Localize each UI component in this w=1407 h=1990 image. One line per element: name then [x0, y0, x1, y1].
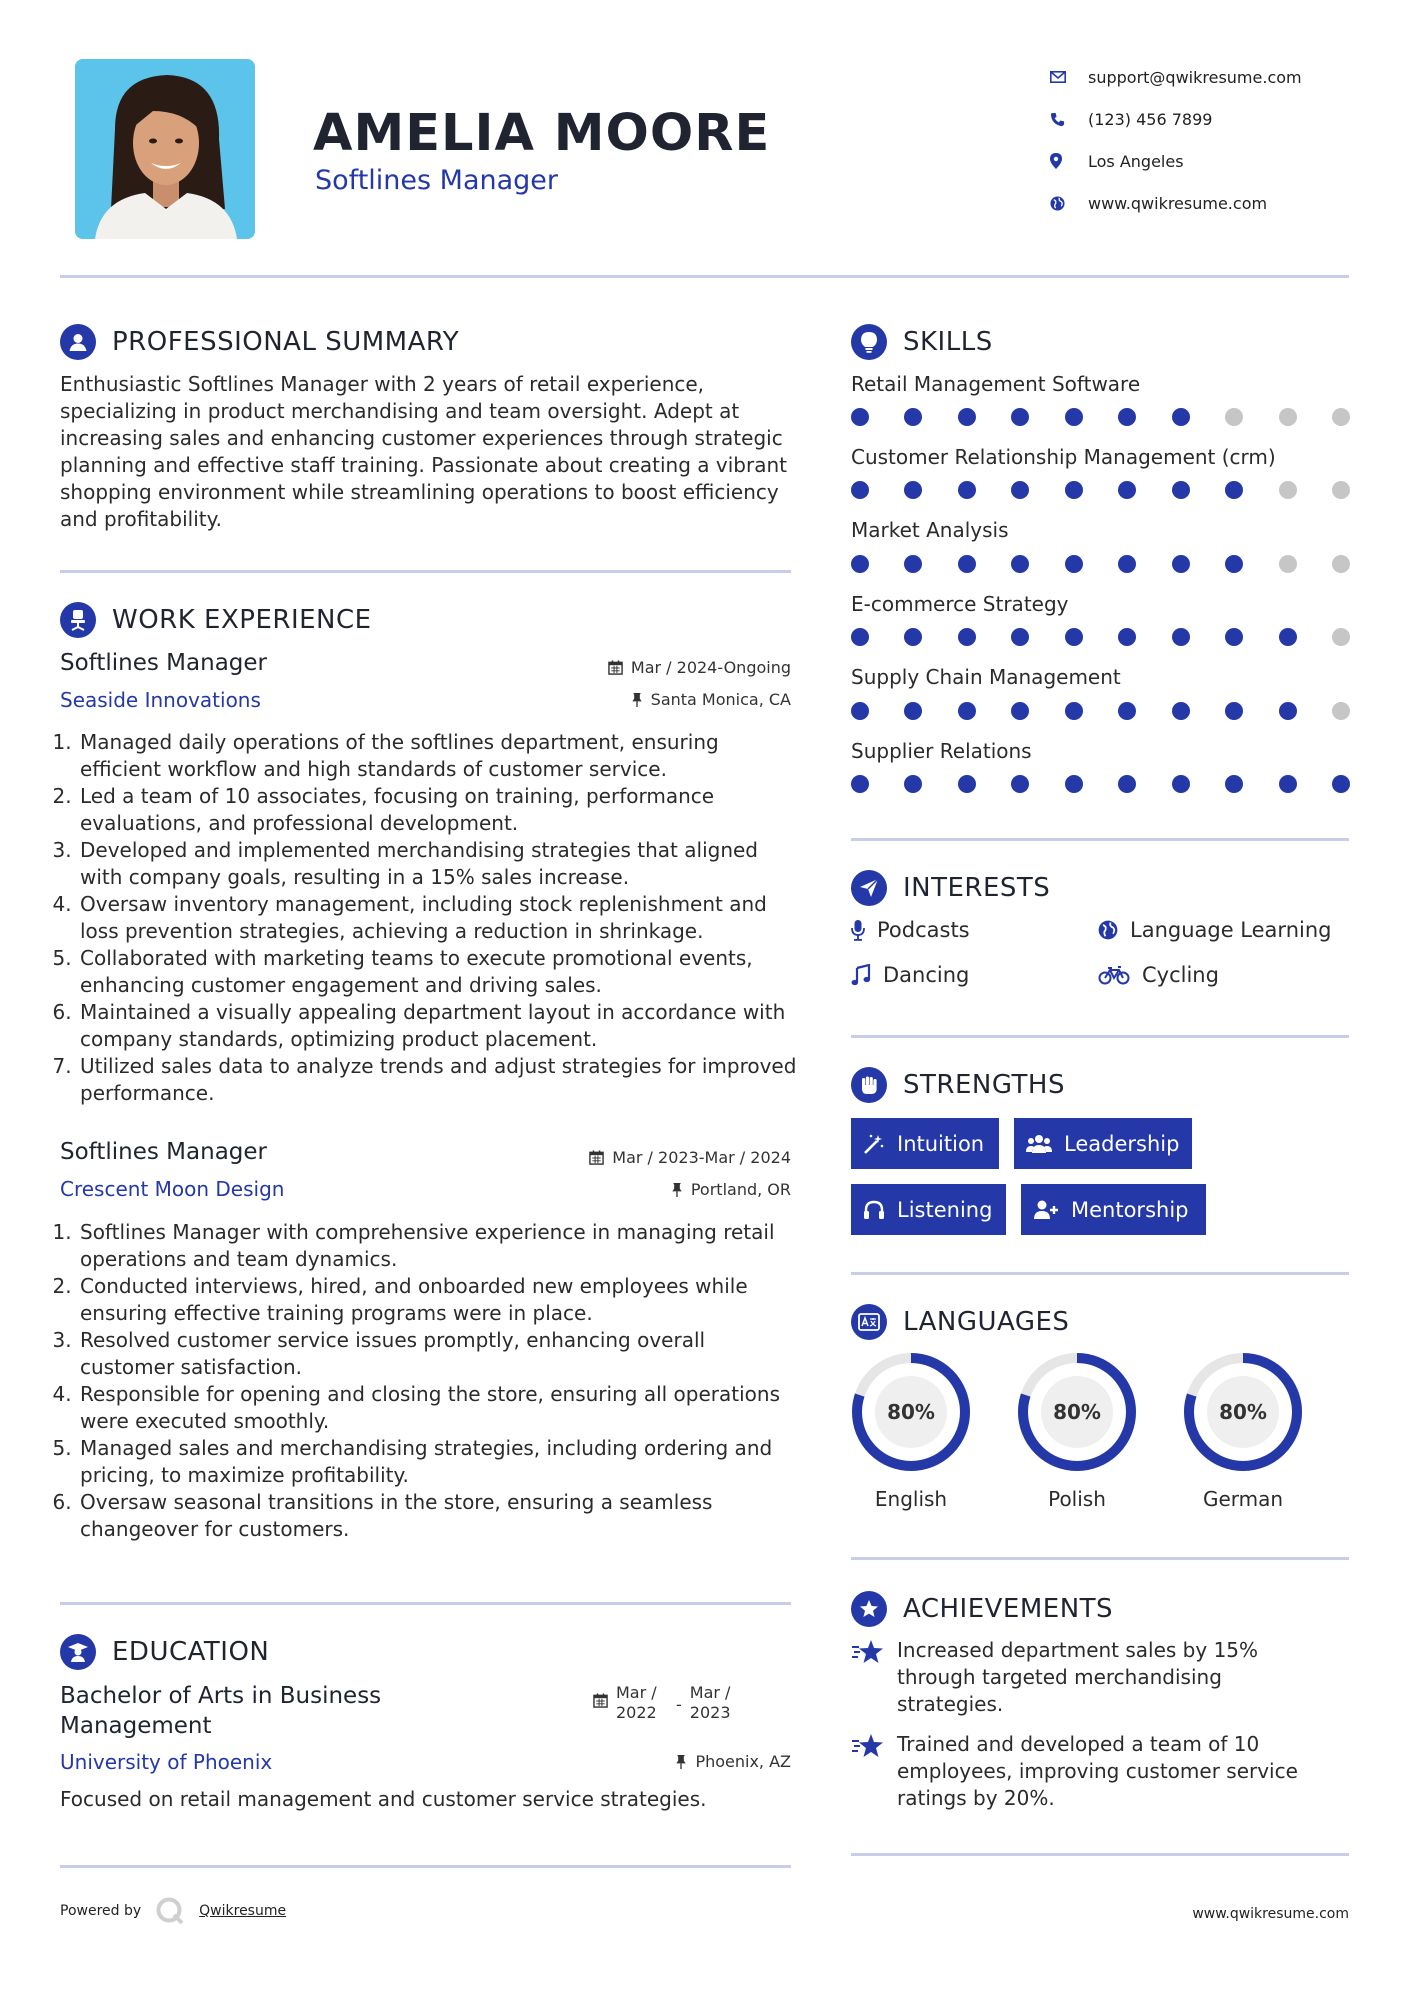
skill-3-name: Market Analysis: [851, 518, 1009, 542]
pushpin-icon: [675, 1754, 687, 1769]
summary-section-header: [60, 324, 459, 360]
education-school: University of Phoenix: [60, 1750, 273, 1774]
achievements-divider: [851, 1853, 1349, 1856]
interest-language-learning: [1098, 918, 1331, 942]
skill-dot-filled: [904, 628, 922, 646]
star-badge-icon: [851, 1591, 887, 1627]
skills-title: SKILLS: [903, 327, 993, 357]
job-1-title: Softlines Manager: [60, 650, 267, 676]
achievement-text: Increased department sales by 15% through targeted merchandising strategies.: [897, 1638, 1259, 1716]
map-marker-icon: [1050, 153, 1088, 169]
skill-2-name: Customer Relationship Management (crm): [851, 445, 1276, 469]
interest-label: Cycling: [1142, 963, 1219, 987]
interest-cycling: [1098, 963, 1219, 987]
skill-dot-filled: [1225, 555, 1243, 573]
achievement-item: [851, 1637, 1317, 1718]
music-note-icon: [851, 964, 871, 986]
education-date-end: Mar / 2023: [689, 1683, 731, 1722]
job-2-duty: 3. Resolved customer service issues promptly, enhancing overall customer satisfaction.: [78, 1327, 800, 1381]
strengths-title: STRENGTHS: [903, 1070, 1065, 1100]
summary-title: PROFESSIONAL SUMMARY: [112, 327, 460, 357]
star-burst-icon: [851, 1639, 885, 1665]
skill-dot-filled: [1118, 702, 1136, 720]
skill-dot-filled: [1011, 775, 1029, 793]
interest-label: Language Learning: [1130, 918, 1332, 942]
calendar-icon: [608, 660, 623, 675]
candidate-name: AMELIA MOORE: [313, 104, 771, 163]
strength-intuition: [851, 1118, 999, 1169]
skill-2-rating: [851, 481, 1350, 501]
qwikresume-logo-icon: [155, 1896, 185, 1926]
skill-dot-filled: [1279, 628, 1297, 646]
skill-dot-filled: [1118, 775, 1136, 793]
job-2-location-text: Portland, OR: [690, 1180, 791, 1199]
skill-5-rating: [851, 702, 1350, 722]
education-location: [675, 1752, 791, 1771]
skill-dot-filled: [1332, 775, 1350, 793]
job-2-duty: 5. Managed sales and merchandising strategies, including ordering and pricing, to maximize profitability.: [78, 1435, 800, 1489]
skill-dot-filled: [904, 408, 922, 426]
experience-title: WORK EXPERIENCE: [112, 605, 372, 635]
strengths-section-header: [851, 1067, 1065, 1103]
interest-label: Podcasts: [877, 918, 970, 942]
achievements-title: ACHIEVEMENTS: [903, 1594, 1114, 1624]
job-1-location-text: Santa Monica, CA: [650, 690, 791, 709]
job-1-duty: 4. Oversaw inventory management, including stock replenishment and loss prevention strategies, achieving a reduction in shrinkage.: [78, 891, 800, 945]
experience-divider: [60, 1602, 791, 1605]
skill-dot-filled: [1011, 555, 1029, 573]
languages-section-header: [851, 1304, 1069, 1340]
strength-label: Mentorship: [1071, 1197, 1189, 1222]
job-1-duty: 6. Maintained a visually appealing department layout in accordance with company standards, optimizing product placement.: [78, 999, 800, 1053]
globe-icon: [1050, 196, 1088, 211]
language-english-ring: [849, 1350, 973, 1474]
strength-mentorship: [1021, 1184, 1206, 1235]
skill-dot-filled: [1172, 408, 1190, 426]
skill-dot-filled: [1065, 775, 1083, 793]
contact-location-text: Los Angeles: [1088, 151, 1184, 171]
skill-dot-filled: [1011, 702, 1029, 720]
language-name: German: [1202, 1487, 1284, 1511]
skill-dot-filled: [904, 481, 922, 499]
interest-label: Dancing: [883, 963, 970, 987]
footer-website[interactable]: www.qwikresume.com: [1192, 1906, 1349, 1922]
achievement-text: Trained and developed a team of 10 employees, improving customer service ratings by 20%.: [897, 1732, 1298, 1810]
contact-location: [1050, 140, 1302, 182]
phone-icon: [1050, 112, 1088, 127]
skill-dot-filled: [851, 628, 869, 646]
education-degree: Bachelor of Arts in Business Management: [60, 1683, 382, 1739]
education-description: Focused on retail management and customer service strategies.: [60, 1787, 707, 1811]
skill-6-rating: [851, 775, 1350, 795]
skill-dot-filled: [1118, 408, 1136, 426]
skill-dot-filled: [1225, 481, 1243, 499]
skill-dot-empty: [1279, 555, 1297, 573]
skill-dot-filled: [958, 628, 976, 646]
education-section-header: [60, 1634, 269, 1670]
strength-label: Leadership: [1064, 1131, 1180, 1156]
skill-dot-empty: [1332, 408, 1350, 426]
strengths-divider: [851, 1272, 1349, 1275]
education-divider: [60, 1865, 791, 1868]
skill-dot-filled: [851, 702, 869, 720]
skill-dot-filled: [1065, 408, 1083, 426]
skill-dot-filled: [1118, 555, 1136, 573]
job-2-duties: [60, 1219, 800, 1543]
headphones-icon: [863, 1200, 885, 1220]
language-percent: 80%: [1219, 1400, 1267, 1424]
star-burst-icon: [851, 1733, 885, 1759]
language-german-ring: [1181, 1350, 1305, 1474]
language-percent: 80%: [1053, 1400, 1101, 1424]
skill-dot-filled: [1011, 481, 1029, 499]
skill-dot-filled: [904, 775, 922, 793]
skill-dot-filled: [958, 408, 976, 426]
strength-leadership: [1014, 1118, 1192, 1169]
job-2-duty: 1. Softlines Manager with comprehensive experience in managing retail operations and team dynamics.: [78, 1219, 800, 1273]
job-1-duty: 3. Developed and implemented merchandising strategies that aligned with company goals, resulting in a 15% sales increase.: [78, 837, 800, 891]
job-1-duties: [60, 729, 800, 1107]
skill-dot-filled: [1172, 775, 1190, 793]
job-2-duty: 4. Responsible for opening and closing the store, ensuring all operations were executed smoothly.: [78, 1381, 800, 1435]
skill-dot-filled: [904, 702, 922, 720]
skill-dot-filled: [1172, 481, 1190, 499]
candidate-role: Softlines Manager: [315, 165, 558, 196]
fist-icon: [851, 1067, 887, 1103]
contact-email-text: support@qwikresume.com: [1088, 67, 1302, 87]
language-name: Polish: [1048, 1487, 1106, 1511]
achievement-item: [851, 1731, 1317, 1812]
skill-dot-filled: [958, 702, 976, 720]
strength-label: Intuition: [897, 1131, 985, 1156]
skill-4-name: E-commerce Strategy: [851, 592, 1069, 616]
skill-dot-filled: [1279, 775, 1297, 793]
education-date: [593, 1683, 742, 1723]
globe-icon: [1098, 920, 1118, 940]
pushpin-icon: [631, 692, 643, 707]
calendar-icon: [593, 1693, 608, 1708]
contact-phone[interactable]: [1050, 98, 1302, 140]
skill-dot-filled: [1065, 628, 1083, 646]
skill-dot-filled: [1225, 702, 1243, 720]
skill-dot-filled: [1225, 775, 1243, 793]
job-1-company: Seaside Innovations: [60, 688, 261, 712]
interest-dancing: [851, 963, 969, 987]
powered-by-label: Powered by: [60, 1903, 142, 1919]
envelope-icon: [1050, 71, 1088, 83]
skill-dot-filled: [1172, 702, 1190, 720]
job-2-title: Softlines Manager: [60, 1139, 267, 1165]
skill-dot-filled: [851, 408, 869, 426]
skill-3-rating: [851, 555, 1350, 575]
skill-dot-filled: [1065, 702, 1083, 720]
skills-section-header: [851, 324, 993, 360]
education-date-separator: -: [676, 1695, 682, 1714]
contact-list: [1050, 56, 1302, 224]
magic-wand-icon: [863, 1133, 885, 1155]
interest-podcasts: [851, 918, 970, 942]
header-divider: [60, 275, 1349, 278]
job-2-date-text: Mar / 2023-Mar / 2024: [612, 1148, 791, 1167]
skill-dot-filled: [958, 481, 976, 499]
job-1-date: [608, 658, 791, 677]
job-1-location: [631, 690, 791, 709]
profile-photo: [75, 59, 255, 239]
job-2-duty: 6. Oversaw seasonal transitions in the store, ensuring a seamless changeover for customers.: [78, 1489, 800, 1543]
language-percent: 80%: [887, 1400, 935, 1424]
skill-dot-filled: [1118, 628, 1136, 646]
summary-text: Enthusiastic Softlines Manager with 2 years of retail experience, specializing in product merchandising and team oversight. Adept at increasing sales and enhancing customer experiences through strategic planning and effective staff training. Passionate about creating a vibrant shopping environment while streamlining operations to boost efficiency and profitability.: [60, 372, 787, 531]
skill-1-name: Retail Management Software: [851, 372, 1141, 396]
achievements-section-header: [851, 1591, 1113, 1627]
qwikresume-link[interactable]: Qwikresume: [199, 1903, 287, 1919]
job-1-date-text: Mar / 2024-Ongoing: [630, 658, 791, 677]
education-date-start: Mar / 2022: [616, 1683, 657, 1722]
skill-dot-filled: [958, 775, 976, 793]
skill-dot-filled: [1011, 408, 1029, 426]
contact-email[interactable]: [1050, 56, 1302, 98]
languages-title: LANGUAGES: [903, 1307, 1070, 1337]
job-2-location: [671, 1180, 791, 1199]
users-icon: [1026, 1133, 1052, 1155]
skill-6-name: Supplier Relations: [851, 739, 1032, 763]
job-1-duty: 2. Led a team of 10 associates, focusing on training, performance evaluations, and professional development.: [78, 783, 800, 837]
skill-5-name: Supply Chain Management: [851, 665, 1121, 689]
skill-dot-filled: [1118, 481, 1136, 499]
footer-powered-by: [60, 1896, 286, 1926]
strength-listening: [851, 1184, 1006, 1235]
skill-dot-filled: [851, 555, 869, 573]
skill-dot-empty: [1332, 702, 1350, 720]
job-2-date: [589, 1148, 791, 1167]
skill-dot-empty: [1332, 555, 1350, 573]
skills-divider: [851, 838, 1349, 841]
languages-divider: [851, 1557, 1349, 1560]
pushpin-icon: [671, 1182, 683, 1197]
skill-dot-filled: [1225, 628, 1243, 646]
experience-section-header: [60, 602, 372, 638]
lightbulb-icon: [851, 324, 887, 360]
job-2-duty: 2. Conducted interviews, hired, and onboarded new employees while ensuring effective training programs were in place.: [78, 1273, 800, 1327]
skill-dot-empty: [1332, 481, 1350, 499]
skill-1-rating: [851, 408, 1350, 428]
skill-4-rating: [851, 628, 1350, 648]
contact-website-text: www.qwikresume.com: [1088, 193, 1268, 213]
education-title: EDUCATION: [112, 1637, 270, 1667]
skill-dot-empty: [1332, 628, 1350, 646]
language-card-icon: [851, 1304, 887, 1340]
strength-label: Listening: [897, 1197, 993, 1222]
calendar-icon: [589, 1150, 604, 1165]
education-location-text: Phoenix, AZ: [695, 1752, 791, 1771]
skill-dot-filled: [904, 555, 922, 573]
skill-dot-empty: [1279, 408, 1297, 426]
microphone-icon: [851, 919, 865, 941]
job-1-duty: 7. Utilized sales data to analyze trends and adjust strategies for improved performance.: [78, 1053, 800, 1107]
contact-phone-text: (123) 456 7899: [1088, 109, 1213, 129]
user-plus-icon: [1033, 1199, 1059, 1221]
skill-dot-filled: [1172, 555, 1190, 573]
skill-dot-empty: [1225, 408, 1243, 426]
user-circle-icon: [60, 324, 96, 360]
job-2-company: Crescent Moon Design: [60, 1177, 285, 1201]
skill-dot-filled: [851, 481, 869, 499]
contact-website[interactable]: [1050, 182, 1302, 224]
graduate-icon: [60, 1634, 96, 1670]
interests-section-header: [851, 870, 1050, 906]
interests-divider: [851, 1035, 1349, 1038]
summary-divider: [60, 570, 791, 573]
job-1-duty: 1. Managed daily operations of the softlines department, ensuring efficient workflow and high standards of customer service.: [78, 729, 800, 783]
skill-dot-filled: [1065, 481, 1083, 499]
skill-dot-filled: [958, 555, 976, 573]
bicycle-icon: [1098, 965, 1130, 985]
paper-plane-icon: [851, 870, 887, 906]
language-name: English: [874, 1487, 948, 1511]
skill-dot-filled: [1065, 555, 1083, 573]
skill-dot-filled: [851, 775, 869, 793]
interests-title: INTERESTS: [903, 873, 1051, 903]
office-chair-icon: [60, 602, 96, 638]
skill-dot-filled: [1279, 702, 1297, 720]
language-polish-ring: [1015, 1350, 1139, 1474]
skill-dot-filled: [1011, 628, 1029, 646]
skill-dot-empty: [1279, 481, 1297, 499]
job-1-duty: 5. Collaborated with marketing teams to execute promotional events, enhancing customer engagement and driving sales.: [78, 945, 800, 999]
skill-dot-filled: [1172, 628, 1190, 646]
